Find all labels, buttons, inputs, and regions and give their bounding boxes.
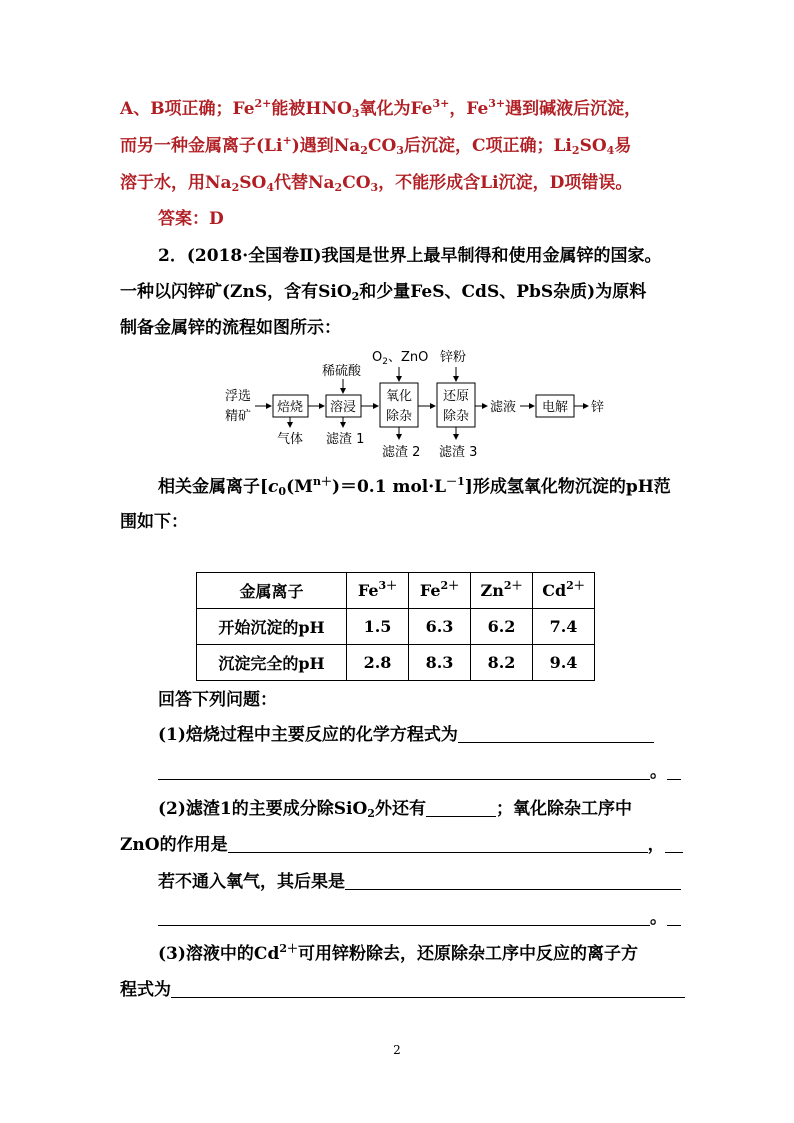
ph-table [196,572,595,681]
table-row [197,609,595,645]
q2-line-3: 若不通入氧气，其后果是 [158,871,681,893]
q2-line-4: 。 [158,907,681,929]
answer-line [158,208,224,230]
zinc-product-label: 锌 [591,400,605,415]
answer-label: 答案： [158,209,209,229]
q2-line-2: ZnO的作用是 ， [120,834,683,856]
table-header-cell: $Zn^{2+}$ [471,573,533,609]
table-cell: 2.8 [347,645,409,681]
table-cell: 6.3 [409,609,471,645]
table-row-label: 沉淀完全的pH [197,645,347,681]
q1-line-2: 。 [158,761,681,783]
table-cell: 1.5 [347,609,409,645]
table-cell: 8.3 [409,645,471,681]
analysis-line-2: 而另一种金属离子(Li+)遇到$Na_2CO_3$后沉淀，C项正确；$Li_2SO_4$易 [120,134,632,157]
analysis-line-1: A、B项正确；$Fe^{2+}$能被$HNO_3$氧化为$Fe^{3+}$，$Fe^{3+}$遇到碱液后沉淀， [120,97,642,120]
table-header-label: 金属离子 [197,573,347,609]
dilute-acid-label: 稀硫酸 [322,364,362,379]
page-number: 2 [393,1043,401,1057]
q2-line-4-tail [667,909,681,926]
electrolysis-label: 电解 [542,400,569,415]
residue-1-label: 滤渣 1 [326,432,365,447]
table-intro-line-1: 相关金属离子[$c_0(M^{n+})=0.1$ $mol\cdot L^{-1}$]形成氢氧化物沉淀的pH范 [158,475,671,498]
q2-line-1: (2)滤渣1的主要成分除SiO$_2$外还有 ；氧化除杂工序中 [158,799,632,820]
oxygen-zno-label: $O_2$、ZnO [372,350,429,367]
leaching-label: 溶浸 [330,400,357,415]
filtrate-label: 滤液 [490,400,517,415]
residue-2-label: 滤渣 2 [382,445,421,460]
question-line-2: 一种以闪锌矿(ZnS，含有SiO$_2$和少量FeS、CdS、PbS杂质)为原料 [120,282,647,303]
questions-intro: 回答下列问题： [158,690,277,710]
table-cell: 7.4 [533,609,595,645]
question-number: 2． [158,246,187,266]
table-cell: 6.2 [471,609,533,645]
residue-3-label: 滤渣 3 [439,445,478,460]
zinc-powder-label: 锌粉 [440,350,467,365]
table-cell: 8.2 [471,645,533,681]
q1-answer-blank[interactable] [458,726,654,743]
q2-residue-blank[interactable] [426,800,496,817]
question-line-3: 制备金属锌的流程如图所示： [120,318,341,338]
table-header-cell: $Fe^{2+}$ [409,573,471,609]
oxidation-label-1: 氧化 [386,389,413,404]
q2-zno-role-blank[interactable] [228,836,648,853]
table-header-cell: $Fe^{3+}$ [347,573,409,609]
process-flowchart [222,343,642,461]
reduction-label-1: 还原 [443,389,470,404]
q2-consequence-blank[interactable] [345,873,681,890]
q1-answer-blank-2[interactable] [158,763,650,780]
q2-consequence-blank-2[interactable] [158,909,650,926]
roasting-label: 焙烧 [277,400,304,415]
q3-line-1: (3)溶液中的$Cd^{2+}$可用锌粉除去，还原除杂工序中反应的离子方 [158,942,638,964]
table-header-row [197,573,595,609]
reduction-label-2: 除杂 [443,409,470,424]
oxidation-label-2: 除杂 [386,409,413,424]
q1-line-tail [667,763,681,780]
q3-line-2: 程式为 [120,979,685,1001]
q3-equation-blank[interactable] [171,981,685,998]
table-row-label: 开始沉淀的pH [197,609,347,645]
q1-line-1: (1)焙烧过程中主要反应的化学方程式为 [158,724,654,746]
table-header-cell: $Cd^{2+}$ [533,573,595,609]
q2-line-2-tail [665,836,683,853]
raw-material-label-1: 浮选 [225,389,252,404]
table-cell: 9.4 [533,645,595,681]
raw-material-label-2: 精矿 [225,409,252,424]
answer-value: D [209,209,224,229]
table-intro-line-2: 围如下： [120,512,188,532]
analysis-line-3: 溶于水，用$Na_2SO_4$代替$Na_2CO_3$，不能形成含Li沉淀，D项错误。 [120,173,633,194]
table-row [197,645,595,681]
question-line-1: 2．(2018·全国卷Ⅱ)我国是世界上最早制得和使用金属锌的国家。 [158,246,662,266]
gas-label: 气体 [277,432,304,447]
